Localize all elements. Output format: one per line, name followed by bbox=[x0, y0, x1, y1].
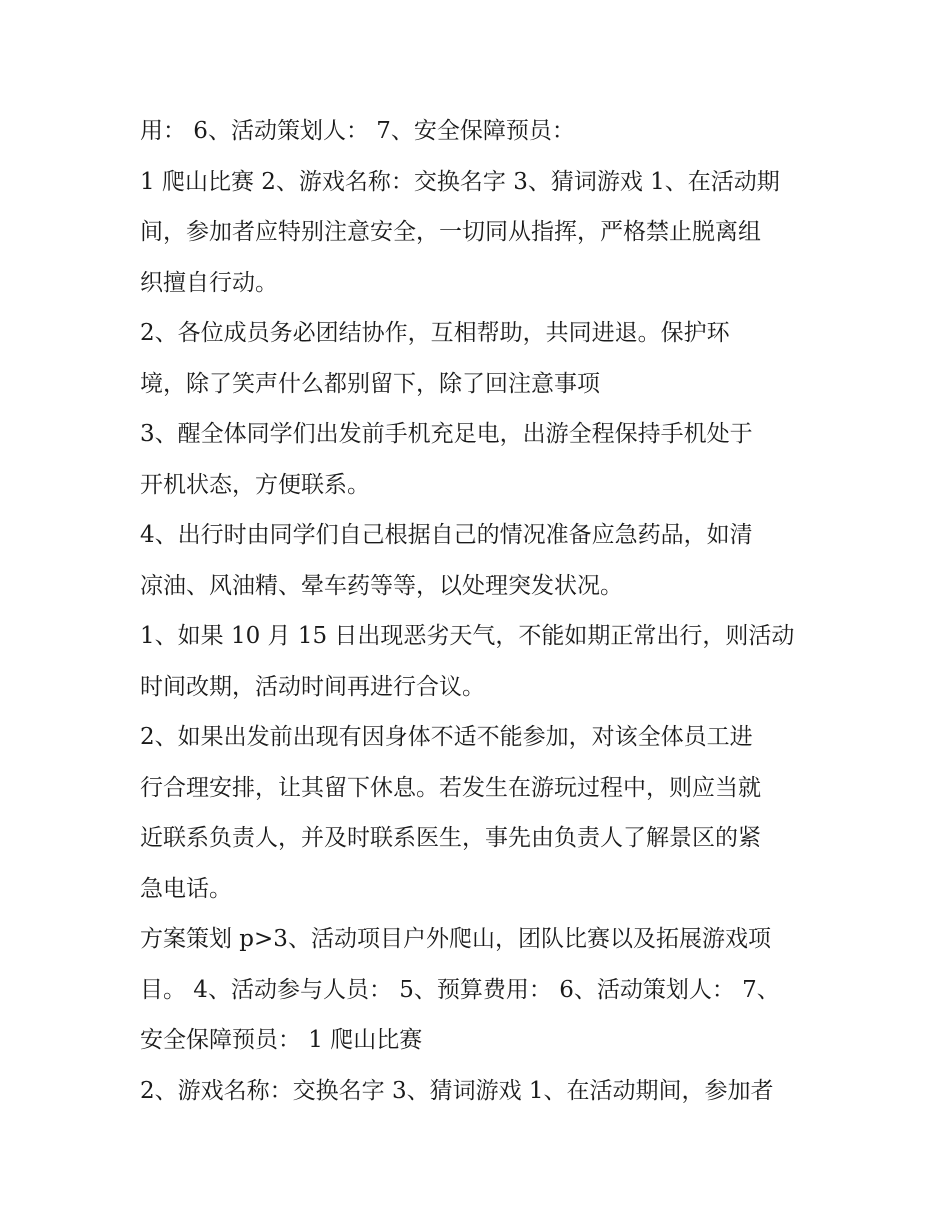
text-line: 间，参加者应特别注意安全，一切同从指挥，严格禁止脱离组 bbox=[140, 219, 761, 245]
text-line: 织擅自行动。 bbox=[140, 269, 278, 296]
paragraph-games-repeat bbox=[140, 1066, 830, 1117]
paragraph-plan bbox=[140, 914, 830, 1066]
text-line: 安全保障预员： 1 爬山比赛 bbox=[140, 1027, 423, 1053]
text-line: 2、如果出发前出现有因身体不适不能参加，对该全体员工进 bbox=[140, 724, 753, 750]
paragraph-weather bbox=[140, 611, 830, 712]
paragraph-medicine bbox=[140, 510, 830, 611]
text-line: 4、出行时由同学们自己根据自己的情况准备应急药品，如清 bbox=[140, 522, 753, 548]
text-line: 境，除了笑声什么都别留下，除了回注意事项 bbox=[140, 370, 600, 397]
paragraph-games-safety bbox=[140, 157, 830, 309]
text-line: 2、各位成员务必团结协作，互相帮助，共同进退。保护环 bbox=[140, 320, 730, 346]
paragraph-health bbox=[140, 712, 830, 914]
text-line: 用： 6、活动策划人： 7、安全保障预员： bbox=[140, 118, 575, 144]
text-line: 近联系负责人，并及时联系医生，事先由负责人了解景区的紧 bbox=[140, 825, 761, 851]
text-line: 凉油、风油精、晕车药等等，以处理突发状况。 bbox=[140, 572, 623, 599]
document-body bbox=[140, 106, 830, 1116]
text-line: 方案策划 p>3、活动项目户外爬山，团队比赛以及拓展游戏项 bbox=[140, 926, 771, 952]
paragraph-phone bbox=[140, 409, 830, 510]
text-line: 1、如果 10 月 15 日出现恶劣天气，不能如期正常出行，则活动 bbox=[140, 623, 795, 649]
text-line: 急电话。 bbox=[140, 875, 232, 902]
text-line: 2、游戏名称：交换名字 3、猜词游戏 1、在活动期间，参加者 bbox=[140, 1077, 774, 1104]
paragraph-teamwork bbox=[140, 308, 830, 409]
text-line: 目。 4、活动参与人员： 5、预算费用： 6、活动策划人： 7、 bbox=[140, 976, 780, 1003]
text-line: 3、醒全体同学们出发前手机充足电，出游全程保持手机处于 bbox=[140, 421, 753, 447]
paragraph-roles bbox=[140, 106, 830, 157]
text-line: 1 爬山比赛 2、游戏名称：交换名字 3、猜词游戏 1、在活动期 bbox=[140, 168, 780, 195]
text-line: 行合理安排，让其留下休息。若发生在游玩过程中，则应当就 bbox=[140, 774, 761, 801]
text-line: 开机状态，方便联系。 bbox=[140, 471, 370, 498]
text-line: 时间改期，活动时间再进行合议。 bbox=[140, 673, 485, 700]
